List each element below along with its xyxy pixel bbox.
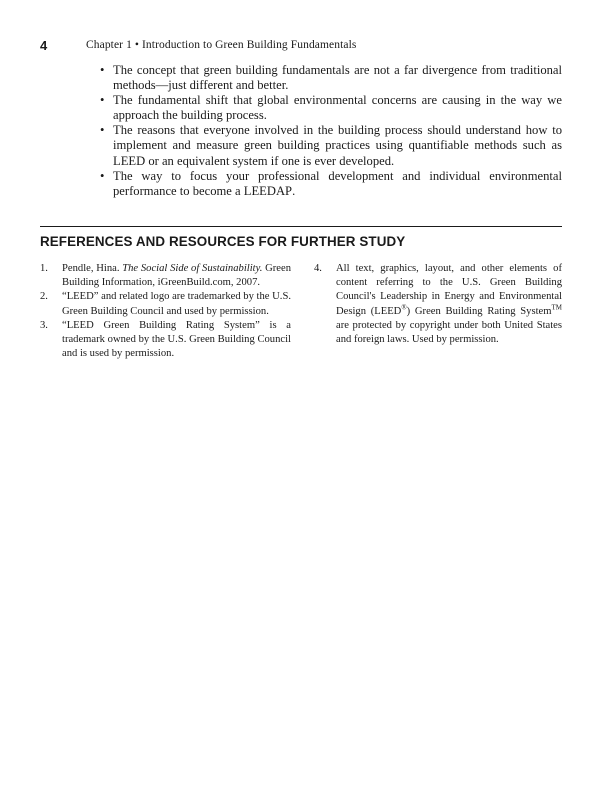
reference-text: All text, graphics, layout, and other elements of content referring to the U.S. Green Building Council's Leadership in Energy and Environmental Design (LEED xyxy=(336,263,562,317)
trademark-mark: TM xyxy=(551,303,562,312)
page-number: 4 xyxy=(40,38,48,53)
bullet-marker: • xyxy=(100,123,105,138)
bullet-marker: • xyxy=(100,93,105,108)
bullet-item xyxy=(100,93,562,123)
reference-author: Pendle, Hina. xyxy=(62,263,123,274)
bullet-text: The reasons that everyone involved in the building process should understand how to implement and measure green building practices using quantifiable methods such as LEED or an equivalent system if one is ever developed. xyxy=(113,123,562,168)
bullet-text: The fundamental shift that global environmental concerns are causing in the way we approach the building process. xyxy=(113,93,562,123)
registered-mark: ® xyxy=(401,303,407,312)
bullet-item xyxy=(100,123,562,168)
reference-number: 1. xyxy=(40,263,48,274)
reference-title: The Social Side of Sustainability. xyxy=(122,263,263,274)
reference-text-end: are protected by copyright under both United States and foreign laws. Used by permission. xyxy=(336,319,562,346)
bullet-item xyxy=(100,63,562,93)
bullet-marker: • xyxy=(100,63,105,77)
reference-item xyxy=(40,290,291,318)
reference-text: “LEED” and related logo are trademarked by the U.S. Green Building Council and used by permission. xyxy=(62,291,291,317)
section-divider xyxy=(40,226,562,227)
bullet-text: The concept that green building fundamentals are not a far divergence from traditional methods—just different and better. xyxy=(113,63,562,93)
reference-number: 3. xyxy=(40,319,48,331)
references-column-right xyxy=(314,262,562,347)
reference-number: 2. xyxy=(40,291,48,303)
reference-source: Green Building Information, iGreenBuild.com, 2007. xyxy=(62,263,291,289)
running-head: Chapter 1 • Introduction to Green Building Fundamentals xyxy=(86,39,357,51)
bullet-text-smallcaps: AP xyxy=(275,183,293,198)
reference-item xyxy=(314,262,562,347)
bullet-list xyxy=(100,63,562,199)
bullet-text-end: . xyxy=(292,183,296,198)
reference-number: 4. xyxy=(314,263,322,274)
reference-item xyxy=(40,319,291,362)
bullet-item xyxy=(100,169,562,199)
section-title: REFERENCES AND RESOURCES FOR FURTHER STUDY xyxy=(40,234,406,249)
bullet-marker: • xyxy=(100,168,105,183)
references-column-left xyxy=(40,262,291,361)
bullet-text: The way to focus your professional development and individual environmental performance to become a LEED xyxy=(113,168,562,198)
reference-text: “LEED Green Building Rating System” is a trademark owned by the U.S. Green Building Council and is used by permission. xyxy=(62,319,291,360)
reference-text-cont: ) Green Building Rating System xyxy=(406,305,552,317)
reference-item xyxy=(40,262,291,290)
